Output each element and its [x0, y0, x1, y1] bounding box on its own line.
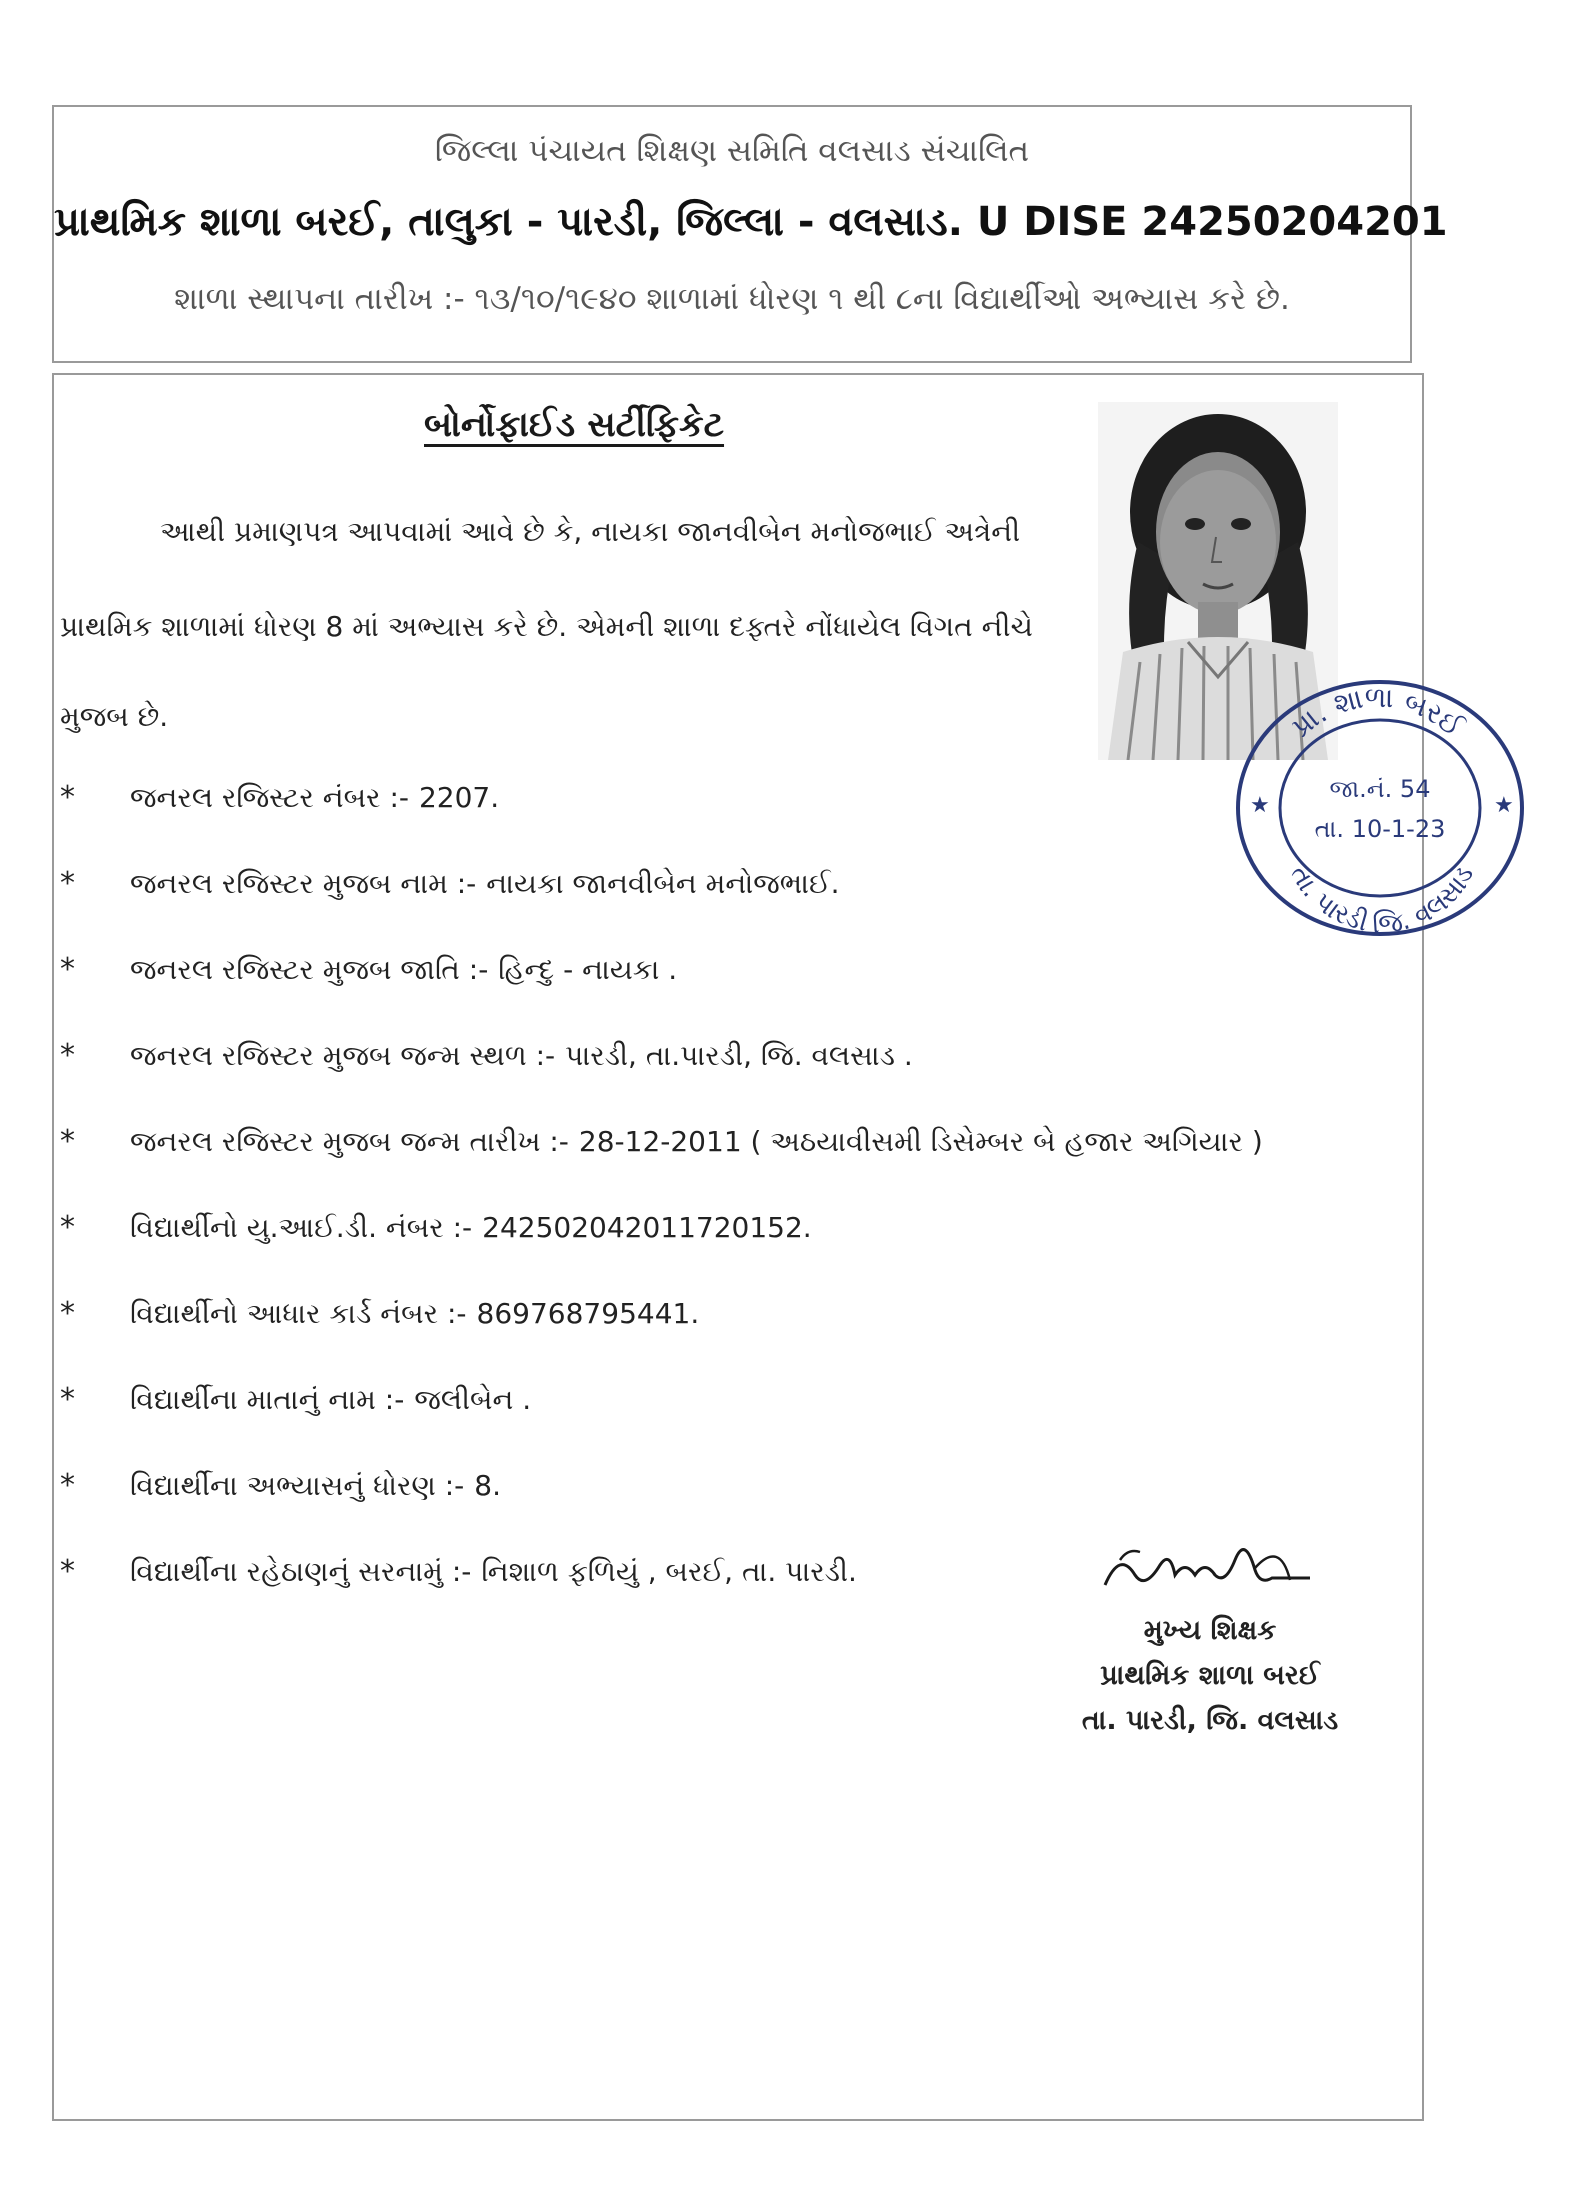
detail-row-birth-place — [60, 1038, 913, 1073]
header-school-name: પ્રાથમિક શાળા બરઈ, તાલુકા - પારડી, જિલ્લા - વલસાડ. U DISE 24250204201 — [54, 199, 1448, 245]
detail-label: જનરલ રજિસ્ટર મુજબ જન્મ તારીખ :- — [130, 1125, 569, 1158]
detail-value: 2207. — [418, 781, 500, 814]
detail-row-uid — [60, 1210, 812, 1245]
detail-row-name — [60, 866, 840, 901]
detail-row-mother-name — [60, 1382, 531, 1417]
detail-value: 869768795441. — [476, 1297, 700, 1330]
detail-row-birth-date — [60, 1124, 1263, 1159]
headmaster-signature-block — [1010, 1530, 1410, 1750]
bullet-star: * — [60, 1554, 75, 1589]
stamp-center-date: તા. 10-1-23 — [1314, 815, 1446, 843]
detail-value: નાયકા જાનવીબેન મનોજભાઈ. — [486, 867, 840, 900]
stamp-center-number: જા.નં. 54 — [1329, 775, 1431, 803]
detail-label: વિદ્યાર્થીના માતાનું નામ :- — [130, 1383, 405, 1416]
detail-value: 28-12-2011 ( અઠયાવીસમી ડિસેમ્બર બે હજાર અગિયાર ) — [578, 1125, 1263, 1158]
detail-label: જનરલ રજિસ્ટર નંબર :- — [130, 781, 409, 814]
school-stamp — [1232, 672, 1530, 940]
bullet-star: * — [60, 780, 75, 815]
signature-designation: મુખ્ય શિક્ષક — [1143, 1615, 1277, 1646]
bullet-star: * — [60, 952, 75, 987]
detail-label: જનરલ રજિસ્ટર મુજબ નામ :- — [130, 867, 477, 900]
signature-place: તા. પારડી, જિ. વલસાડ — [1081, 1705, 1339, 1736]
detail-label: વિદ્યાર્થીનો આધાર કાર્ડ નંબર :- — [130, 1297, 467, 1330]
stamp-bottom-text: તા. પારડી જિ. વલસાડ — [1283, 860, 1481, 940]
bullet-star: * — [60, 1296, 75, 1331]
detail-label: વિદ્યાર્થીના રહેઠાણનું સરનામું :- — [130, 1555, 472, 1588]
detail-label: જનરલ રજિસ્ટર મુજબ જાતિ :- — [130, 953, 489, 986]
certificate-paragraph-line-3: મુજબ છે. — [60, 700, 169, 733]
certificate-paragraph-line-2: પ્રાથમિક શાળામાં ધોરણ 8 માં અભ્યાસ કરે છે. એમની શાળા દફ્તરે નોંધાયેલ વિગત નીચે — [60, 610, 1033, 643]
detail-row-caste — [60, 952, 677, 987]
svg-text:પ્રા. શાળા બરઈ — [1285, 681, 1470, 745]
detail-value: નિશાળ ફળિયું , બરઈ, તા. પારડી. — [481, 1555, 857, 1588]
detail-label: વિદ્યાર્થીનો યુ.આઈ.ડી. નંબર :- — [130, 1211, 473, 1244]
header-managing-body: જિલ્લા પંચાયત શિક્ષણ સમિતિ વલસાડ સંચાલિત — [434, 133, 1030, 169]
bullet-star: * — [60, 1382, 75, 1417]
signature-scribble — [1010, 1530, 1410, 1610]
detail-value: જલીબેન . — [414, 1383, 532, 1416]
stamp-top-text: પ્રા. શાળા બરઈ — [1285, 680, 1470, 744]
school-stamp-graphic — [1232, 672, 1530, 940]
detail-row-aadhaar — [60, 1296, 699, 1331]
bullet-star: * — [60, 866, 75, 901]
certificate-title: બોર્નોફાઈડ સર્ટીફિકેટ — [424, 405, 725, 445]
detail-label: વિદ્યાર્થીના અભ્યાસનું ધોરણ :- — [130, 1469, 465, 1502]
detail-row-standard — [60, 1468, 501, 1503]
header-establishment-info: શાળા સ્થાપના તારીખ :- ૧૩/૧૦/૧૯૪૦ શાળામાં ધોરણ ૧ થી ૮ના વિદ્યાર્થીઓ અભ્યાસ કરે છે. — [174, 281, 1290, 317]
school-header — [52, 105, 1448, 363]
detail-label: જનરલ રજિસ્ટર મુજબ જન્મ સ્થળ :- — [130, 1039, 556, 1072]
detail-row-register-number — [60, 780, 499, 815]
signature-school: પ્રાથમિક શાળા બરઈ — [1100, 1660, 1320, 1691]
svg-text:તા. પારડી જિ. વલસાડ — [1284, 861, 1480, 940]
stamp-star-left: ★ — [1250, 793, 1270, 818]
detail-value: 242502042011720152. — [482, 1211, 812, 1244]
bullet-star: * — [60, 1038, 75, 1073]
bullet-star: * — [60, 1124, 75, 1159]
bullet-star: * — [60, 1468, 75, 1503]
stamp-star-right: ★ — [1494, 793, 1514, 818]
detail-value: હિન્દુ - નાયકા . — [498, 953, 678, 986]
detail-value: પારડી, તા.પારડી, જિ. વલસાડ . — [565, 1039, 913, 1072]
certificate-paragraph-line-1: આથી પ્રમાણપત્ર આપવામાં આવે છે કે, નાયકા જાનવીબેન મનોજભાઈ અત્રેની — [160, 515, 1021, 548]
bullet-star: * — [60, 1210, 75, 1245]
detail-row-address — [60, 1554, 857, 1589]
detail-value: 8. — [474, 1469, 501, 1502]
